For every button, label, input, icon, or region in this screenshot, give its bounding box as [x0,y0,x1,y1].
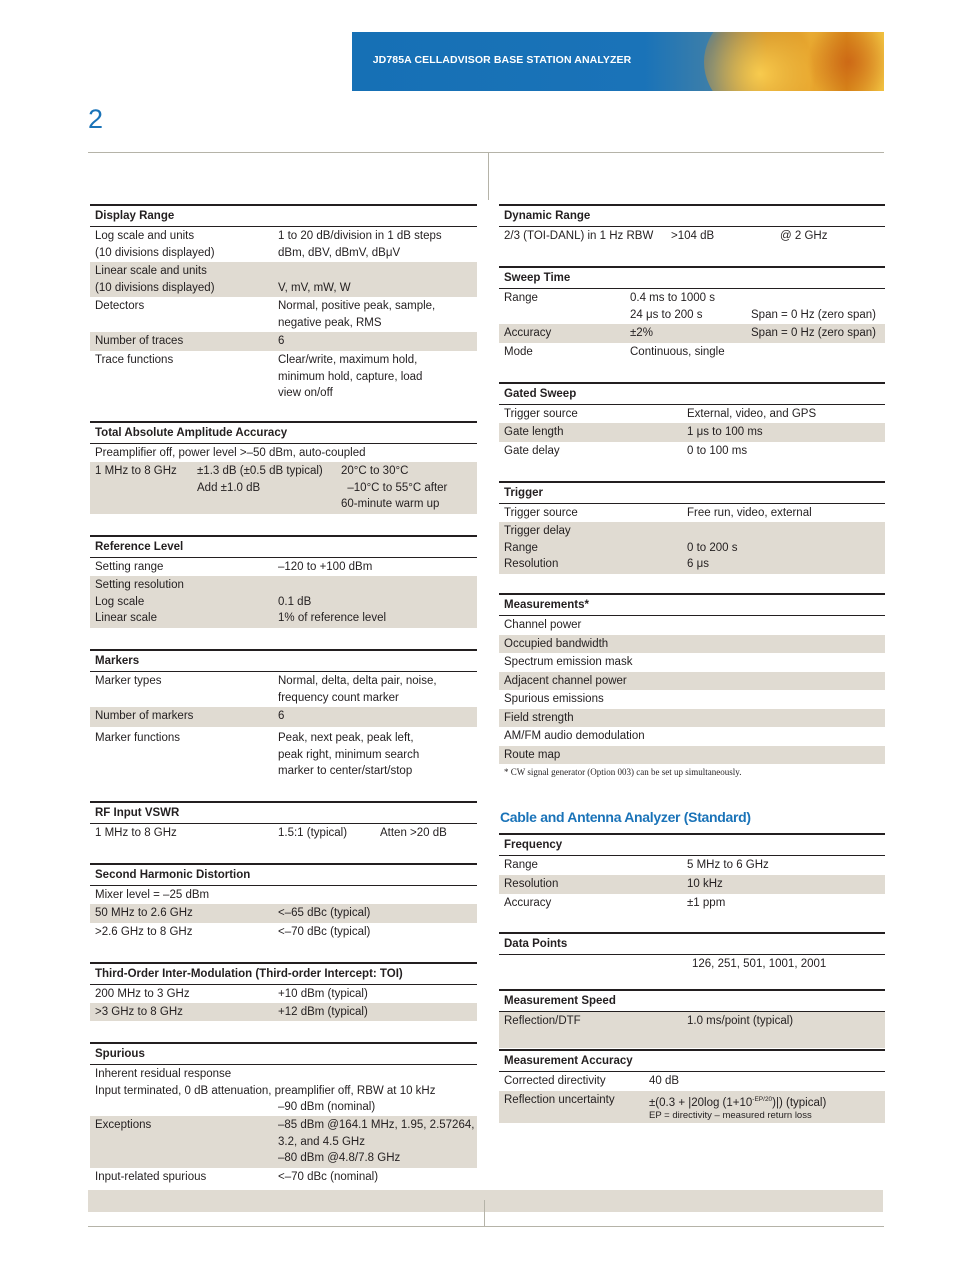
trigger-section [499,481,885,574]
column-divider-top [488,152,489,200]
row-value: +10 dBm (typical) [278,988,368,1000]
exponent: -EP/20 [752,1096,773,1103]
table-row [90,727,477,781]
table-row [90,332,477,351]
table-row [90,672,477,707]
row-value: Free run, video, external [687,507,812,519]
document-title: JD785A CELLADVISOR BASE STATION ANALYZER [372,54,632,66]
table-row [90,227,477,262]
row-value: 6 [278,335,285,347]
table-row [90,1003,477,1021]
row-label: Marker types [95,675,162,687]
bottom-divider [88,1226,884,1227]
row-label: Number of traces [95,335,184,347]
amplitude-accuracy-section [90,421,477,514]
row-value: 1.5:1 (typical) [278,827,348,839]
row-label: Trigger source [504,507,578,519]
row-value: Peak, next peak, peak left, peak right, minimum search marker to center/start/stop [278,732,420,777]
row-label: 2/3 (TOI-DANL) in 1 Hz RBW [504,230,654,242]
row-label: Inherent residual response [95,1068,232,1080]
section-heading: Reference Level [90,535,477,558]
table-row [90,576,477,628]
row-value: ±1.3 dB (±0.5 dB typical) Add ±1.0 dB [197,465,323,494]
section-heading: RF Input VSWR [90,801,477,824]
list-item: Route map [499,746,885,764]
row-label: Trigger source [504,408,578,420]
data-points-section [499,932,885,975]
table-row [90,558,477,576]
row-value: 1 μs to 100 ms [687,426,763,438]
footnote: * CW signal generator (Option 003) can be set up simultaneously. [504,767,742,777]
row-value: V, mV, mW, W [278,281,351,294]
cable-antenna-heading: Cable and Antenna Analyzer (Standard) [500,809,751,825]
row-label: 50 MHz to 2.6 GHz [95,907,193,919]
row-value: –85 dBm @164.1 MHz, 1.95, 2.57264, 3.2, and 4.5 GHz –80 dBm @4.8/7.8 GHz [278,1119,475,1164]
row-label: Mode [504,346,533,358]
table-row [90,462,477,514]
row-label: Linear scale and units (10 divisions displayed) [95,265,215,294]
table-note: Mixer level = –25 dBm [95,889,210,901]
row-value: <–70 dBc (nominal) [278,1171,379,1183]
list-item: Spectrum emission mask [504,656,633,668]
footer-bar [88,1190,883,1212]
dynamic-range-section [499,204,885,246]
table-row [499,289,885,324]
row-condition: @ 2 GHz [780,230,828,242]
list-item: Occupied bandwidth [499,635,885,653]
row-value: Clear/write, maximum hold, minimum hold, capture, load view on/off [278,354,423,399]
list-item: Adjacent channel power [499,672,885,690]
frequency-section [499,833,885,913]
row-label: 1 MHz to 8 GHz [95,827,177,839]
row-label: Setting resolution Log scale Linear scale [95,579,184,624]
section-heading: Spurious [90,1042,477,1065]
table-row [499,875,885,894]
row-value: >104 dB [671,230,715,242]
toi-section [90,962,477,1021]
section-heading: Total Absolute Amplitude Accuracy [90,421,477,444]
row-value: +12 dBm (typical) [278,1006,368,1018]
row-label: Range [504,292,538,304]
vswr-section [90,801,477,843]
display-range-section [90,204,477,403]
row-label: Resolution [504,878,559,890]
table-row [499,856,885,875]
section-heading: Frequency [499,833,885,856]
section-heading: Data Points [499,932,885,955]
spurious-section [90,1042,477,1187]
table-row [90,824,477,843]
table-row [499,423,885,442]
row-value: 6 [278,710,285,722]
top-divider [88,152,884,153]
row-condition: Span = 0 Hz (zero span) [751,327,876,339]
table-row [499,343,885,362]
row-label: Corrected directivity [504,1075,606,1087]
row-value: Normal, positive peak, sample, negative peak, RMS [278,300,436,329]
harmonic-section [90,863,477,942]
table-row [499,1091,885,1123]
table-row [90,1116,477,1168]
table-row [499,522,885,574]
measurements-section [499,593,885,777]
row-value: 5 MHz to 6 GHz [687,859,769,871]
row-label: 1 MHz to 8 GHz [95,465,177,477]
row-value: 10 kHz [687,878,723,890]
table-row [499,442,885,461]
sweep-time-section [499,266,885,362]
section-heading: Measurement Speed [499,989,885,1012]
table-row [90,351,477,403]
row-value: External, video, and GPS [687,408,817,420]
table-row [499,324,885,343]
page-number: 2 [88,104,104,134]
row-label: Log scale and units (10 divisions displayed) [95,230,215,259]
row-label: Reflection/DTF [504,1015,581,1027]
reference-level-section [90,535,477,628]
table-row [499,405,885,423]
row-note: EP = directivity – measured return loss [649,1110,812,1121]
section-heading: Measurement Accuracy [499,1049,885,1072]
table-row [90,262,477,297]
section-heading: Dynamic Range [499,204,885,227]
row-condition: Span = 0 Hz (zero span) [751,308,876,321]
banner-graphic-accent [804,32,884,91]
table-row [499,227,885,246]
row-value: 40 dB [649,1075,680,1087]
row-label: Detectors [95,300,145,312]
list-item: Field strength [499,709,885,727]
row-value: ±1 ppm [687,897,726,909]
table-row [90,904,477,923]
row-label: Gate delay [504,445,560,457]
row-label: Accuracy [504,327,552,339]
markers-section [90,649,477,781]
row-label: Input-related spurious [95,1171,207,1183]
table-row [90,1168,477,1187]
section-heading: Markers [90,649,477,672]
table-row [90,1065,477,1116]
row-value: 0 to 100 ms [687,445,748,457]
row-label: Marker functions [95,732,181,744]
row-value: 0.4 ms to 1000 s 24 μs to 200 s [630,292,716,321]
table-row [499,1072,885,1091]
table-row [499,504,885,522]
row-label: Number of markers [95,710,194,722]
section-heading: Sweep Time [499,266,885,289]
row-value: 0 to 200 s 6 μs [687,541,738,570]
table-row [499,955,885,975]
row-condition: Atten >20 dB [380,827,447,839]
row-label: Gate length [504,426,564,438]
section-heading: Third-Order Inter-Modulation (Third-order Intercept: TOI) [90,962,477,985]
table-row [90,923,477,942]
row-value: <–70 dBc (typical) [278,926,371,938]
row-value: 0.1 dB 1% of reference level [278,595,387,624]
table-row [499,1012,885,1048]
row-value: –90 dBm (nominal) [278,1101,376,1113]
list-item: Channel power [504,619,582,631]
row-value: –120 to +100 dBm [278,561,373,573]
row-label: Range [504,859,538,871]
speed-section [499,989,885,1048]
row-label: 200 MHz to 3 GHz [95,988,190,1000]
row-label: >3 GHz to 8 GHz [95,1006,183,1018]
row-label: Accuracy [504,897,552,909]
row-value: 1 to 20 dB/division in 1 dB steps dBm, dBV, dBmV, dBμV [278,230,442,259]
measurement-accuracy-section [499,1049,885,1123]
row-label: Trace functions [95,354,174,366]
gated-sweep-section [499,382,885,461]
section-heading: Second Harmonic Distortion [90,863,477,886]
row-label: Trigger delay Range Resolution [504,525,571,570]
row-condition: Input terminated, 0 dB attenuation, preamplifier off, RBW at 10 kHz [95,1085,436,1097]
row-value: Continuous, single [630,346,725,358]
row-value: 126, 251, 501, 1001, 2001 [692,958,827,970]
section-heading: Gated Sweep [499,382,885,405]
row-label: Setting range [95,561,164,573]
header-banner [352,32,884,91]
section-heading: Trigger [499,481,885,504]
row-value: 1.0 ms/point (typical) [687,1015,794,1027]
row-value: ±(0.3 + |20log $(1+10^{-EP/20})|$) (typical) [649,1096,827,1109]
row-condition: 20°C to 30°C –10°C to 55°C after 60-minute warm up [341,465,448,510]
row-value: ±2% [630,327,653,339]
section-heading: Measurements* [499,593,885,616]
row-label: >2.6 GHz to 8 GHz [95,926,193,938]
table-row [90,985,477,1003]
row-label: Exceptions [95,1119,152,1131]
list-item: AM/FM audio demodulation [504,730,645,742]
row-value: <–65 dBc (typical) [278,907,371,919]
table-row [499,894,885,913]
list-item: Spurious emissions [504,693,604,705]
table-row [90,297,477,332]
row-value: Normal, delta, delta pair, noise, frequency count marker [278,675,437,704]
section-heading: Display Range [90,204,477,227]
row-label: Reflection uncertainty [504,1094,615,1106]
table-row [90,707,477,727]
column-divider-bottom [484,1200,485,1226]
table-note: Preamplifier off, power level >–50 dBm, auto-coupled [95,447,366,459]
